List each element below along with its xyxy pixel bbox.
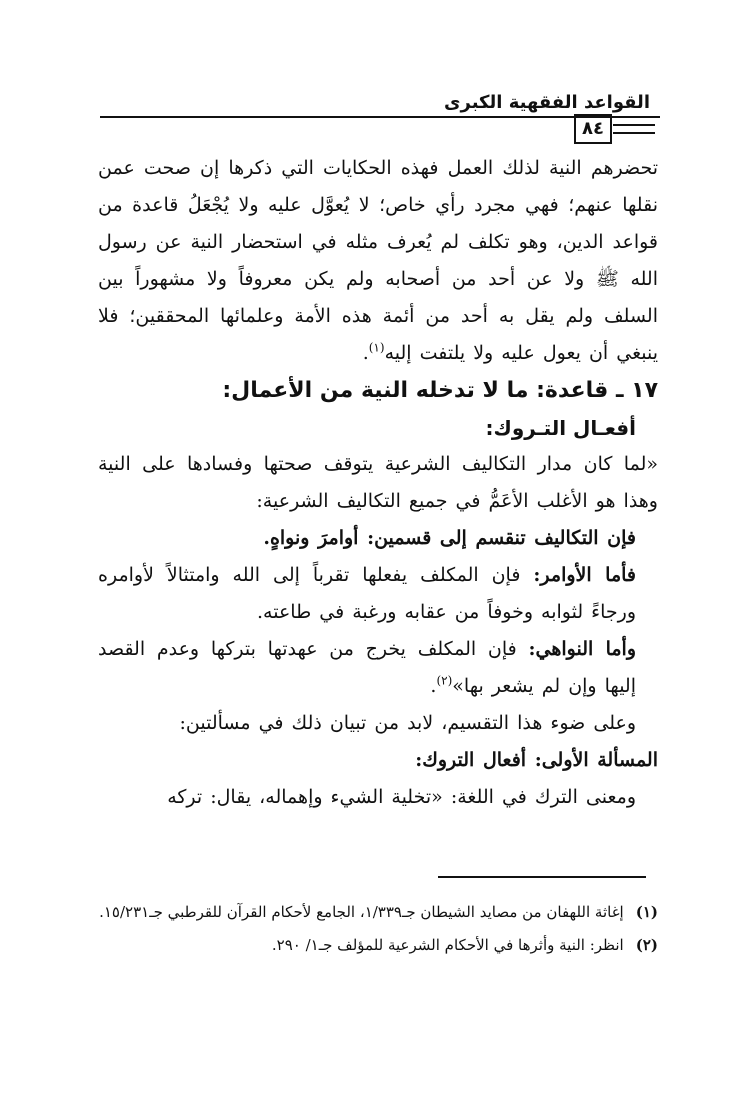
paragraph-commands — [98, 557, 658, 631]
paragraph-division: فإن التكاليف تنقسم إلى قسمين: أوامرَ ونواهٍ. — [263, 527, 636, 549]
commands-lead: فأما الأوامر: — [533, 564, 636, 586]
main-text — [98, 150, 658, 816]
prohibitions-lead: وأما النواهي: — [528, 638, 636, 660]
prohibitions-text: فإن المكلف يخرج من عهدتها بتركها وعدم القصد إليها وإن لم يشعر بها» — [98, 638, 636, 697]
footnote-2-text: انظر: النية وأثرها في الأحكام الشرعية للمؤلف جـ١/ ٢٩٠. — [271, 936, 624, 954]
footnote-1-number: (١) — [635, 903, 658, 921]
section-heading: ١٧ ـ قاعدة: ما لا تدخله النية من الأعمال: — [222, 378, 658, 403]
commands-text: فإن المكلف يفعلها تقرباً إلى الله وامتثالاً لأوامره ورجاءً لثوابه وخوفاً من عقابه ورغبة في طاعته. — [98, 564, 636, 623]
paragraph-quote-start: «لما كان مدار التكاليف الشرعية يتوقف صحتها وفسادها على النية وهذا هو الأغلب الأعَمُّ في جميع التكاليف الشرعية: — [98, 453, 658, 512]
footnote-ref-2: (٢) — [436, 673, 453, 688]
paragraph-definition: ومعنى الترك في اللغة: «تخلية الشيء وإهماله، يقال: تركه — [167, 786, 636, 808]
footnote-1 — [98, 896, 658, 929]
page-number-ornament — [613, 124, 655, 134]
page-number: ٨٤ — [574, 114, 612, 144]
footnotes — [98, 896, 658, 962]
footnote-separator — [438, 876, 646, 878]
running-header-title: القواعد الفقهية الكبرى — [444, 92, 650, 113]
paragraph-intro — [98, 150, 658, 372]
footnote-2-number: (٢) — [635, 936, 658, 954]
prohibitions-end: . — [430, 675, 437, 697]
subsection-heading: أفعـال التـروك: — [485, 416, 636, 440]
paragraph-intro-end: . — [362, 342, 369, 364]
footnote-ref-1: (١) — [368, 340, 385, 355]
paragraph-prohibitions — [98, 631, 658, 705]
footnote-2 — [98, 929, 658, 962]
footnote-1-text: إغاثة اللهفان من مصايد الشيطان جـ١/٣٣٩، الجامع لأحكام القرآن للقرطبي جـ١٥/٢٣١. — [99, 903, 624, 921]
issue-one-heading: المسألة الأولى: أفعال التروك: — [415, 749, 658, 771]
paragraph-intro-text: تحضرهم النية لذلك العمل فهذه الحكايات التي ذكرها إن صحت عمن نقلها عنهم؛ فهي مجرد رأي خاص؛ لا يُعوَّل عليه ولا يُجْعَلُ قاعدة من قواعد الدين، وهو تكلف لم يُعرف مثله في استحضار النية عن رسول الله ﷺ ولا عن أحد من أصحابه ولم يكن معروفاً ولا مشهوراً بين السلف ولم يقل به أحد من أئمة هذه الأمة وعلمائها المحققين؛ فلا ينبغي أن يعول عليه ولا يلتفت إليه — [98, 157, 658, 364]
paragraph-two-issues: وعلى ضوء هذا التقسيم، لابد من تبيان ذلك في مسألتين: — [179, 712, 636, 734]
